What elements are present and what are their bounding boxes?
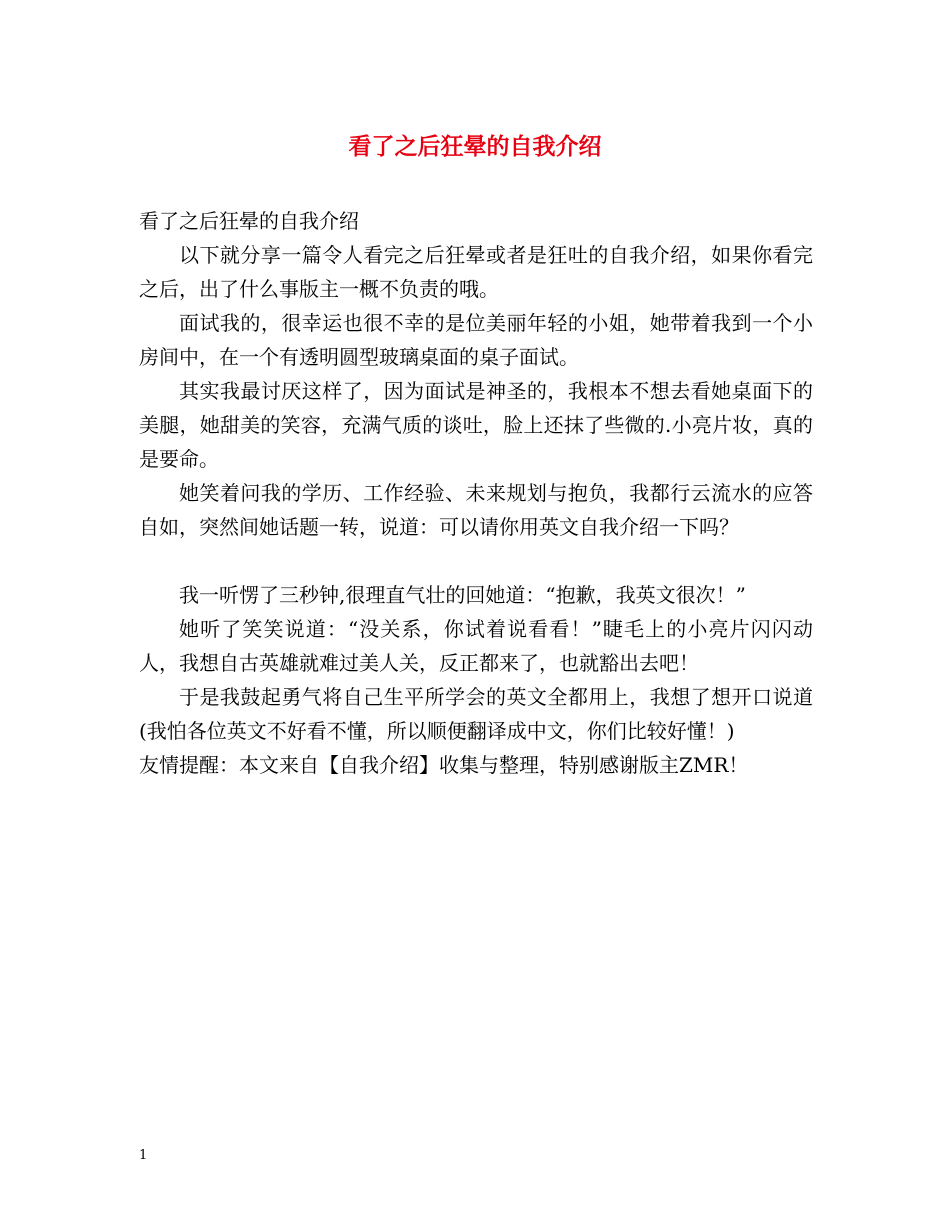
response-paragraph: 她听了笑笑说道：“没关系，你试着说看看！”睫毛上的小亮片闪闪动人，我想自古英雄就难过美人关，反正都来了，也就豁出去吧！ <box>139 617 813 675</box>
document-title: 看了之后狂晕的自我介绍 <box>348 134 602 160</box>
question-paragraph: 她笑着问我的学历、工作经验、未来规划与抱负，我都行云流水的应答自如，突然间她话题一转，说道：可以请你用英文自我介绍一下吗？ <box>139 481 813 539</box>
answer-paragraph: 我一听愣了三秒钟,很理直气壮的回她道：“抱歉，我英文很次！” <box>179 583 746 607</box>
courage-paragraph: 于是我鼓起勇气将自己生平所学会的英文全都用上，我想了想开口说道(我怕各位英文不好看不懂，所以顺便翻译成中文，你们比较好懂！) <box>139 685 813 743</box>
paragraph-gap <box>139 544 813 578</box>
document-body <box>139 204 813 782</box>
feeling-paragraph: 其实我最讨厌这样了，因为面试是神圣的，我根本不想去看她桌面下的美腿，她甜美的笑容，充满气质的谈吐，脸上还抹了些微的.小亮片妆，真的是要命。 <box>139 379 813 471</box>
reminder-paragraph: 友情提醒：本文来自【自我介绍】收集与整理，特别感谢版主ZMR！ <box>139 753 749 777</box>
subtitle-paragraph: 看了之后狂晕的自我介绍 <box>139 209 359 233</box>
intro-paragraph: 以下就分享一篇令人看完之后狂晕或者是狂吐的自我介绍，如果你看完之后，出了什么事版主一概不负责的哦。 <box>139 243 813 301</box>
page-number: 1 <box>139 1148 148 1163</box>
interviewer-paragraph: 面试我的，很幸运也很不幸的是位美丽年轻的小姐，她带着我到一个小房间中，在一个有透明圆型玻璃桌面的桌子面试。 <box>139 311 813 369</box>
